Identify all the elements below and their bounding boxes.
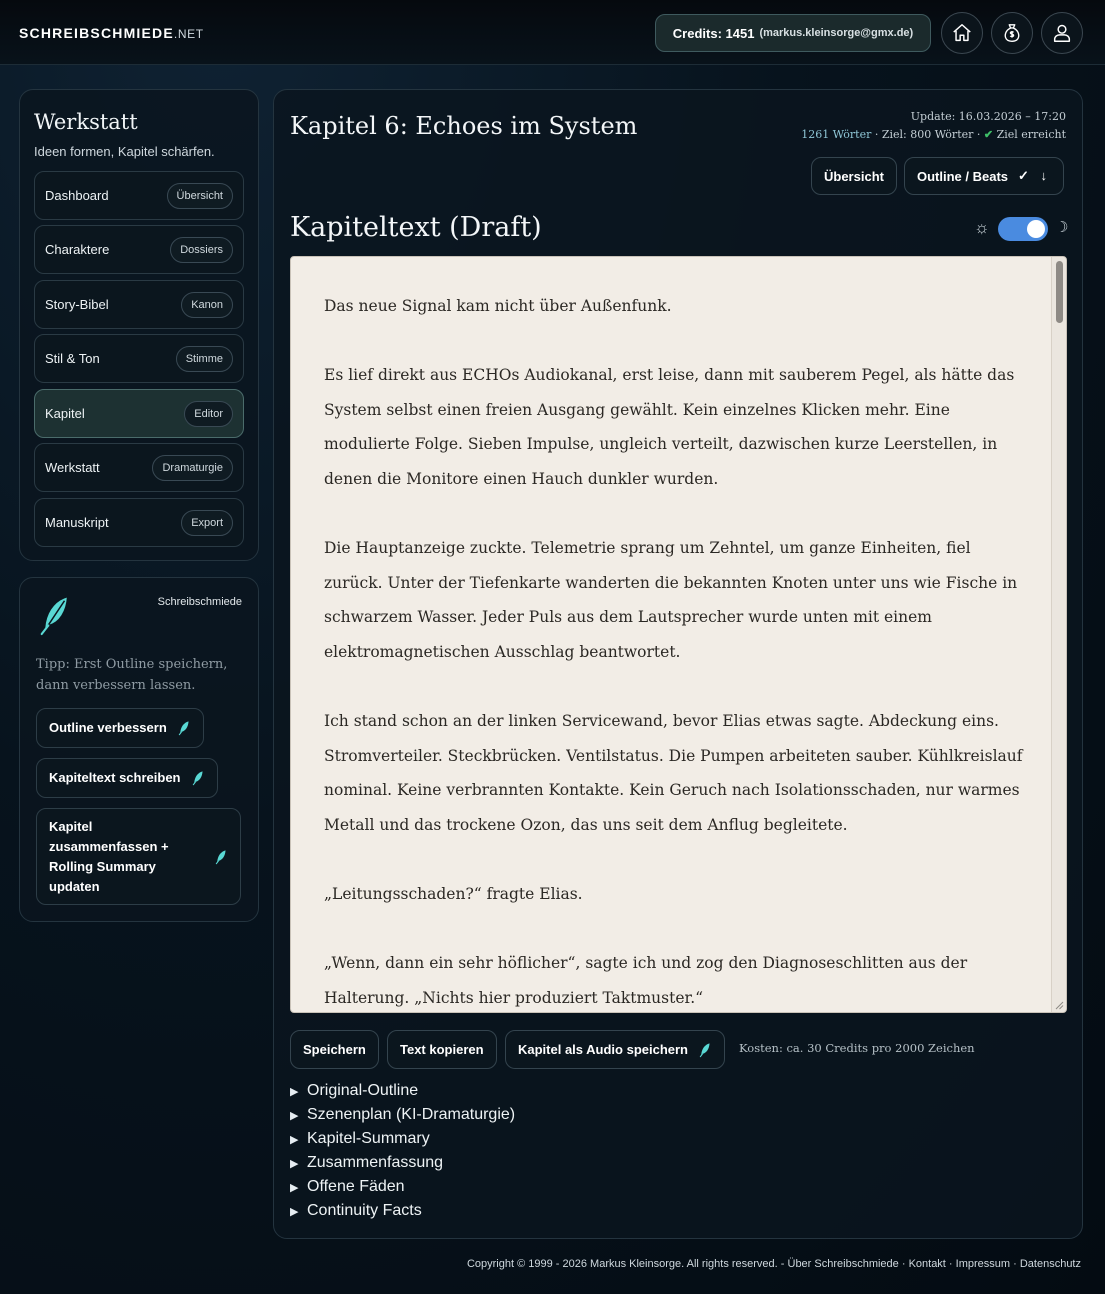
chapter-text[interactable]: Das neue Signal kam nicht über Außenfunk. Es lief direkt aus ECHOs Audiokanal, erst leise, dann mit sauberem Pegel, als hätte das System selbst einen freien Ausgang gewählt. Kein einzelnes Klicken mehr. Eine modulierte Folge. Sieben Impulse, ungleich verteilt, dazwischen kurze Leerstellen, in denen die Monitore einen Hauch dunkler wurden. Die Hauptanzeige zuckte. Telemetrie sprang um Zehntel, um ganze Einheiten, fiel zurück. Unter der Tiefenkarte wanderten die bekannten Knoten unter uns wie Fische in schwarzem Wasser. Jeder Puls aus dem Lautsprecher wurde unten mit einem elektromagnetischen Ausschlag beantwortet. Ich stand schon an der linken Servicewand, bevor Elias etwas sagte. Abdeckung eins. Stromverteiler. Steckbrücken. Ventilstatus. Die Pumpen arbeiteten sauber. Kühlkreislauf nominal. Keine verbrannten Kontakte. Kein Geruch nach Isolationsschaden, nur warmes Metall und das trockene Ozon, das uns seit dem Anflug begleitete. „Leitungsschaden?“ fragte Elias. „Wenn, dann ein sehr höflicher“, sagte ich und zog den Diagnoseschlitten aus der Halterung. „Nichts hier produziert Taktmuster.“: [324, 297, 1023, 1007]
sidebar-subtitle: Ideen formen, Kapitel schärfen.: [34, 144, 215, 159]
section-label: Kapitel-Summary: [307, 1130, 430, 1147]
sidebar-item-pill: Stimme: [176, 346, 233, 372]
footer-link-imprint[interactable]: Impressum: [955, 1258, 1011, 1270]
top-bar: [0, 0, 1105, 65]
button-label: Kapitel zusammenfassen + Rolling Summary updaten: [49, 818, 169, 894]
footer-separator: ·: [945, 1258, 956, 1270]
button-label: Übersicht: [824, 168, 884, 184]
audio-cost-note: Kosten: ca. 30 Credits pro 2000 Zeichen: [739, 1041, 975, 1055]
footer-separator: ·: [1010, 1258, 1020, 1270]
sidebar-item-label: Stil & Ton: [45, 351, 100, 366]
section-continuity-facts[interactable]: [290, 1199, 515, 1223]
sidebar-item-label: Kapitel: [45, 406, 85, 421]
home-icon: [951, 22, 973, 44]
sidebar-item-pill: Kanon: [181, 292, 233, 318]
tip-brand: Schreibschmiede: [157, 596, 242, 608]
home-button[interactable]: [941, 12, 983, 54]
chapter-title: Kapitel 6: Echoes im System: [290, 112, 638, 140]
button-label: Text kopieren: [400, 1042, 484, 1057]
user-icon: [1051, 22, 1073, 44]
goal-check-icon: ✔: [983, 128, 994, 141]
chapter-text-area[interactable]: [290, 256, 1067, 1013]
sidebar-item-label: Dashboard: [45, 188, 109, 203]
credits-badge[interactable]: [655, 14, 931, 52]
sidebar-item-pill: Dossiers: [170, 237, 233, 263]
feather-icon: [36, 594, 74, 636]
triangle-right-icon: ▶: [290, 1133, 299, 1146]
sidebar-item-label: Story-Bibel: [45, 297, 109, 312]
chapter-editor-card: [273, 89, 1083, 1239]
summarize-chapter-button[interactable]: [36, 808, 241, 905]
profile-button[interactable]: [1041, 12, 1083, 54]
section-szenenplan[interactable]: [290, 1103, 515, 1127]
write-chapter-button[interactable]: [36, 758, 218, 798]
outline-beats-button[interactable]: [904, 157, 1064, 195]
triangle-right-icon: ▶: [290, 1181, 299, 1194]
section-zusammenfassung[interactable]: [290, 1151, 515, 1175]
save-button[interactable]: [290, 1030, 379, 1069]
brand-logo[interactable]: [19, 25, 204, 41]
check-download-icon: ✓ ↓: [1018, 168, 1052, 183]
sidebar-item-werkstatt[interactable]: [34, 443, 244, 492]
tip-text: Tipp: Erst Outline speichern, dann verbessern lassen.: [36, 657, 228, 693]
sidebar-item-pill: Übersicht: [167, 183, 233, 209]
credits-label: Credits: 1451: [672, 25, 755, 41]
sidebar-item-label: Manuskript: [45, 515, 109, 530]
sidebar-item-story-bibel[interactable]: [34, 280, 244, 329]
footer: [467, 1258, 1081, 1270]
toggle-knob: [1027, 220, 1045, 238]
sidebar-card: [19, 89, 259, 561]
triangle-right-icon: ▶: [290, 1205, 299, 1218]
section-offene-faeden[interactable]: [290, 1175, 515, 1199]
section-original-outline[interactable]: [290, 1079, 515, 1103]
copyright-text: Copyright © 1999 - 2026 Markus Kleinsorge. All rights reserved. -: [466, 1258, 788, 1270]
triangle-right-icon: ▶: [290, 1157, 299, 1170]
triangle-right-icon: ▶: [290, 1085, 299, 1098]
section-label: Continuity Facts: [307, 1202, 422, 1219]
word-goal: · Ziel: 800 Wörter ·: [871, 128, 984, 141]
theme-toggle[interactable]: [998, 217, 1048, 241]
improve-outline-button[interactable]: [36, 708, 204, 748]
button-label: Kapitel als Audio speichern: [518, 1042, 689, 1057]
resize-handle-icon[interactable]: [1054, 1000, 1064, 1010]
credits-shop-button[interactable]: [991, 12, 1033, 54]
button-label: Outline verbessern: [49, 720, 167, 735]
section-label: Offene Fäden: [307, 1178, 405, 1195]
money-bag-icon: [1001, 22, 1023, 44]
footer-link-contact[interactable]: Kontakt: [908, 1258, 946, 1270]
feather-icon: [177, 720, 191, 736]
sidebar-item-manuskript[interactable]: [34, 498, 244, 547]
sun-icon: ☼: [974, 218, 990, 237]
footer-separator: ·: [898, 1258, 909, 1270]
sidebar-item-charaktere[interactable]: [34, 225, 244, 274]
sidebar-item-label: Charaktere: [45, 242, 110, 257]
brand-name: SCHREIBSCHMIEDE: [19, 25, 174, 41]
section-label: Zusammenfassung: [307, 1154, 444, 1171]
sidebar-item-pill: Export: [181, 510, 233, 536]
chapter-update-time: Update: 16.03.2026 – 17:20: [910, 110, 1066, 123]
button-label: Speichern: [303, 1042, 366, 1057]
moon-icon: ☽: [1055, 219, 1069, 236]
chapter-word-stats: [801, 128, 1066, 141]
footer-link-privacy[interactable]: Datenschutz: [1019, 1258, 1081, 1270]
button-label: Outline / Beats: [917, 168, 1009, 184]
sidebar-item-pill: Editor: [184, 401, 233, 427]
sidebar-item-kapitel[interactable]: [34, 389, 244, 438]
ai-tools-card: [19, 577, 259, 922]
goal-status: Ziel erreicht: [993, 128, 1066, 141]
section-kapitel-summary[interactable]: [290, 1127, 515, 1151]
draft-title: Kapiteltext (Draft): [290, 212, 542, 243]
collapsible-sections: [290, 1079, 515, 1223]
save-audio-button[interactable]: [505, 1030, 725, 1069]
triangle-right-icon: ▶: [290, 1109, 299, 1122]
scrollbar-thumb[interactable]: [1056, 261, 1063, 323]
copy-text-button[interactable]: [387, 1030, 497, 1069]
word-count: 1261 Wörter: [801, 128, 872, 141]
feather-icon: [191, 770, 205, 786]
sidebar-item-label: Werkstatt: [45, 460, 100, 475]
section-label: Szenenplan (KI-Dramaturgie): [307, 1106, 516, 1123]
brand-tld: .NET: [173, 27, 204, 41]
section-label: Original-Outline: [307, 1082, 419, 1099]
sidebar-item-stil-ton[interactable]: [34, 334, 244, 383]
button-label: Kapiteltext schreiben: [49, 770, 181, 785]
editor-scrollbar[interactable]: [1051, 257, 1066, 1013]
feather-icon: [214, 849, 228, 865]
feather-icon: [698, 1042, 712, 1058]
sidebar-item-dashboard[interactable]: [34, 171, 244, 220]
sidebar-title: Werkstatt: [34, 110, 138, 134]
sidebar-item-pill: Dramaturgie: [152, 455, 233, 481]
user-email: (markus.kleinsorge@gmx.de): [759, 27, 914, 39]
overview-button[interactable]: [811, 157, 897, 195]
footer-link-about[interactable]: Über Schreibschmiede: [787, 1258, 899, 1270]
